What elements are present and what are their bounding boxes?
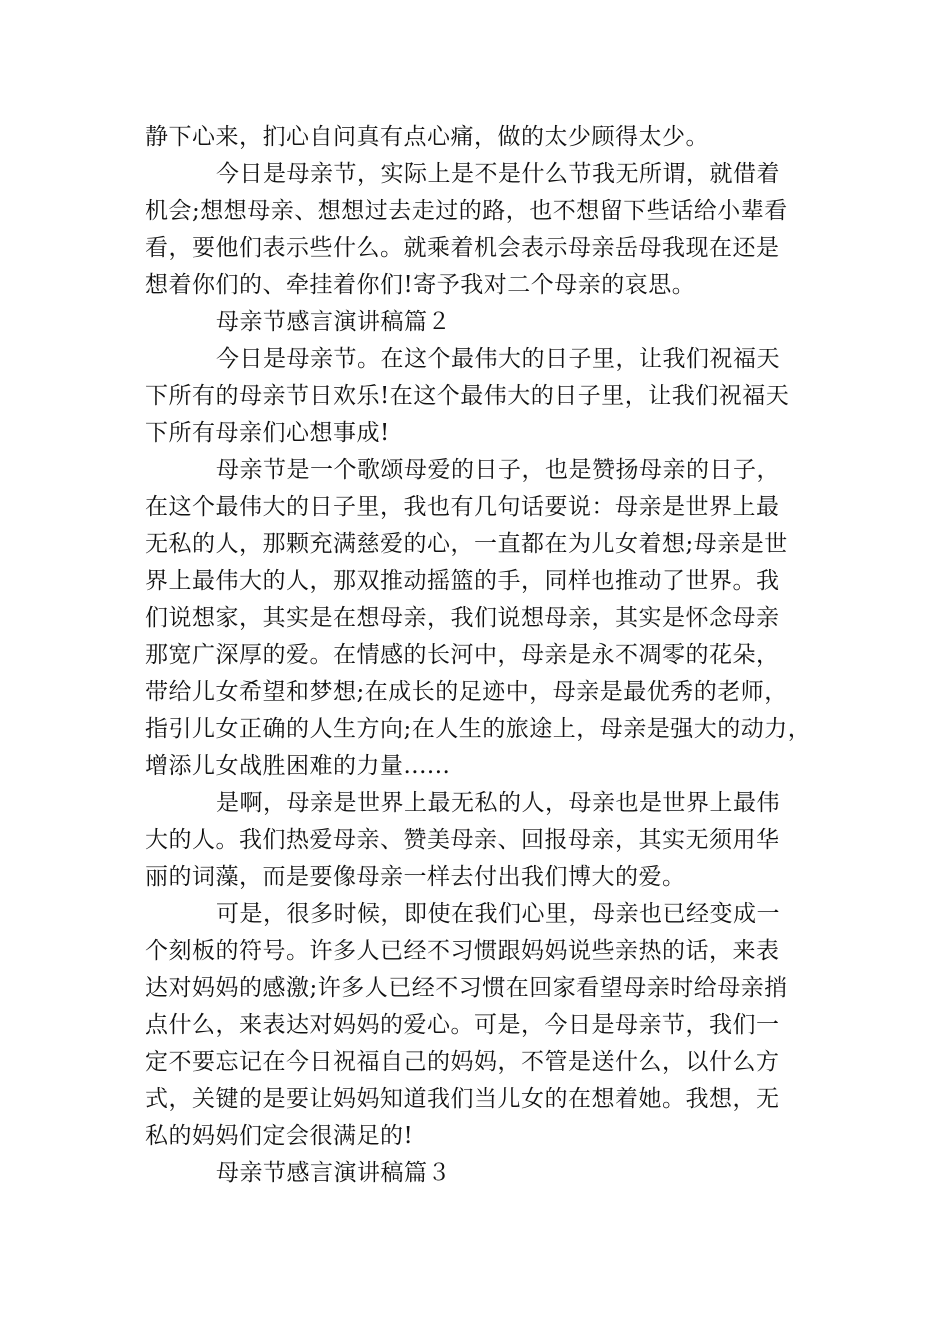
section-heading: 母亲节感言演讲稿篇２ bbox=[216, 309, 451, 335]
text-line: 下所有的母亲节日欢乐!在这个最伟大的日子里，让我们祝福天 bbox=[145, 383, 790, 409]
paragraph-first-line: 是啊，母亲是世界上最无私的人，母亲也是世界上最伟 bbox=[216, 790, 780, 816]
text-line: 们说想家，其实是在想母亲，我们说想母亲，其实是怀念母亲 bbox=[145, 605, 780, 631]
text-line: 点什么，来表达对妈妈的爱心。可是，今日是母亲节，我们一 bbox=[145, 1012, 780, 1038]
text-line: 定不要忘记在今日祝福自己的妈妈，不管是送什么，以什么方 bbox=[145, 1049, 780, 1075]
text-line: 大的人。我们热爱母亲、赞美母亲、回报母亲，其实无须用华 bbox=[145, 827, 780, 853]
text-line: 静下心来，扪心自问真有点心痛，做的太少顾得太少。 bbox=[145, 124, 709, 150]
text-line: 想着你们的、牵挂着你们!寄予我对二个母亲的哀思。 bbox=[145, 272, 696, 298]
paragraph-first-line: 可是，很多时候，即使在我们心里，母亲也已经变成一 bbox=[216, 901, 780, 927]
paragraph-first-line: 母亲节是一个歌颂母爱的日子，也是赞扬母亲的日子， bbox=[216, 457, 780, 483]
section-heading: 母亲节感言演讲稿篇３ bbox=[216, 1160, 451, 1186]
text-line: 下所有母亲们心想事成! bbox=[145, 420, 390, 446]
text-line: 丽的词藻，而是要像母亲一样去付出我们博大的爱。 bbox=[145, 864, 686, 890]
text-line: 机会;想想母亲、想想过去走过的路，也不想留下些话给小辈看 bbox=[145, 198, 788, 224]
text-line: 增添儿女战胜困难的力量...... bbox=[145, 753, 451, 779]
text-line: 无私的人，那颗充满慈爱的心，一直都在为儿女着想;母亲是世 bbox=[145, 531, 788, 557]
text-line: 私的妈妈们定会很满足的! bbox=[145, 1123, 414, 1149]
text-line: 达对妈妈的感激;许多人已经不习惯在回家看望母亲时给母亲捎 bbox=[145, 975, 788, 1001]
text-line: 指引儿女正确的人生方向;在人生的旅途上，母亲是强大的动力， bbox=[145, 716, 812, 742]
text-line: 界上最伟大的人，那双推动摇篮的手，同样也推动了世界。我 bbox=[145, 568, 780, 594]
paragraph-first-line: 今日是母亲节。在这个最伟大的日子里，让我们祝福天 bbox=[216, 346, 780, 372]
text-line: 带给儿女希望和梦想;在成长的足迹中，母亲是最优秀的老师， bbox=[145, 679, 788, 705]
text-line: 看，要他们表示些什么。就乘着机会表示母亲岳母我现在还是 bbox=[145, 235, 780, 261]
text-line: 在这个最伟大的日子里，我也有几句话要说：母亲是世界上最 bbox=[145, 494, 780, 520]
text-line: 个刻板的符号。许多人已经不习惯跟妈妈说些亲热的话，来表 bbox=[145, 938, 780, 964]
text-line: 式，关键的是要让妈妈知道我们当儿女的在想着她。我想，无 bbox=[145, 1086, 780, 1112]
text-line: 那宽广深厚的爱。在情感的长河中，母亲是永不凋零的花朵， bbox=[145, 642, 780, 668]
paragraph-first-line: 今日是母亲节，实际上是不是什么节我无所谓，就借着 bbox=[216, 161, 780, 187]
